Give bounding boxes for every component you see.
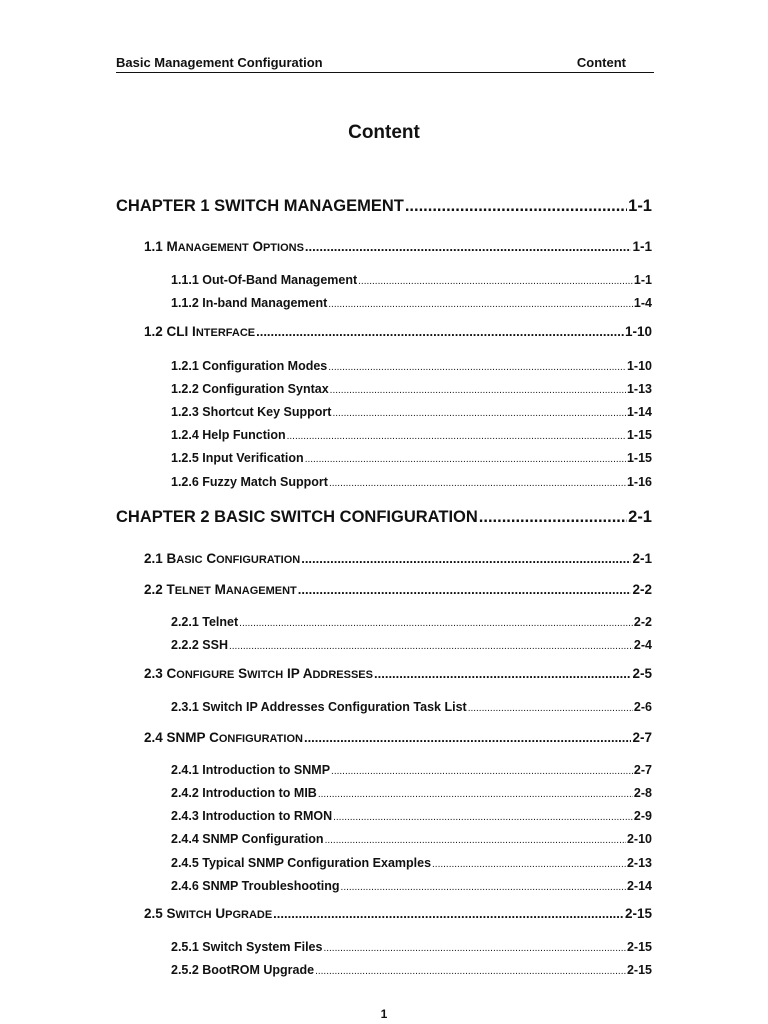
dot-leader (405, 197, 627, 216)
toc-entry-label: 2.2.2 SSH (171, 638, 228, 652)
toc-page-number: 2-5 (632, 666, 652, 681)
toc-entry-label: 1.1.2 In-band Management (171, 296, 328, 310)
toc-entry-label: CHAPTER 2 BASIC SWITCH CONFIGURATION (116, 508, 478, 526)
running-header-title: Basic Management Configuration (116, 55, 323, 70)
toc-entry-label: 2.4.6 SNMP Troubleshooting (171, 879, 340, 893)
page-number: 1 (380, 1007, 388, 1021)
dot-leader (358, 276, 633, 287)
toc-page-number: 2-7 (632, 730, 652, 745)
toc-entry-sub[interactable] (171, 809, 652, 823)
dot-leader (304, 730, 632, 745)
page-title: Content (348, 122, 420, 143)
toc-entry-label: 1.2.2 Configuration Syntax (171, 382, 329, 396)
toc-page-number: 1-1 (632, 239, 652, 254)
toc-entry-label: 1.1 MANAGEMENT OPTIONS (144, 239, 304, 254)
toc-page-number: 1-1 (628, 197, 652, 215)
toc-page-number: 2-1 (632, 551, 652, 566)
toc-entry-sub[interactable] (171, 475, 652, 489)
toc-entry-label: 2.4.4 SNMP Configuration (171, 832, 324, 846)
toc-entry-section[interactable] (144, 666, 652, 681)
dot-leader (331, 766, 633, 777)
toc-page-number: 1-10 (624, 324, 652, 339)
dot-leader (318, 789, 633, 800)
toc-entry-section[interactable] (144, 906, 652, 921)
toc-entry-label: 2.2.1 Telnet (171, 615, 239, 629)
toc-entry-label: 1.2.4 Help Function (171, 428, 286, 442)
toc-page-number: 1-16 (626, 475, 652, 489)
dot-leader (333, 812, 633, 823)
toc-page-number: 1-4 (633, 296, 652, 310)
toc-entry-label: 1.2.3 Shortcut Key Support (171, 405, 332, 419)
dot-leader (305, 454, 626, 465)
dot-leader (287, 431, 626, 442)
toc-page-number: 2-6 (633, 700, 652, 714)
toc-page-number: 2-2 (632, 582, 652, 597)
toc-entry-section[interactable] (144, 730, 652, 745)
dot-leader (229, 641, 633, 652)
toc-entry-sub[interactable] (171, 879, 652, 893)
dot-leader (432, 859, 626, 870)
toc-page-number: 1-10 (626, 359, 652, 373)
toc-entry-chapter[interactable] (116, 508, 652, 527)
toc-entry-label: 1.2.1 Configuration Modes (171, 359, 328, 373)
toc-page-number: 2-15 (624, 906, 652, 921)
dot-leader (468, 703, 633, 714)
toc-entry-label: 2.4.5 Typical SNMP Configuration Examples (171, 856, 432, 870)
dot-leader (315, 966, 626, 977)
toc-entry-label: 1.2.6 Fuzzy Match Support (171, 475, 328, 489)
toc-entry-section[interactable] (144, 582, 652, 597)
dot-leader (325, 835, 626, 846)
dot-leader (328, 299, 633, 310)
toc-entry-label: 2.1 BASIC CONFIGURATION (144, 551, 301, 566)
toc-entry-section[interactable] (144, 324, 652, 339)
toc-entry-sub[interactable] (171, 940, 652, 954)
toc-entry-label: CHAPTER 1 SWITCH MANAGEMENT (116, 197, 404, 215)
toc-entry-sub[interactable] (171, 638, 652, 652)
dot-leader (323, 943, 626, 954)
toc-entry-sub[interactable] (171, 832, 652, 846)
toc-entry-label: 2.5 SWITCH UPGRADE (144, 906, 273, 921)
dot-leader (273, 906, 624, 921)
dot-leader (329, 478, 626, 489)
toc-page-number: 2-14 (626, 879, 652, 893)
toc-entry-label: 2.5.1 Switch System Files (171, 940, 323, 954)
toc-entry-label: 1.1.1 Out-Of-Band Management (171, 273, 358, 287)
toc-page-number: 2-8 (633, 786, 652, 800)
toc-page-number: 2-15 (626, 940, 652, 954)
dot-leader (479, 508, 627, 527)
toc-entry-sub[interactable] (171, 963, 652, 977)
dot-leader (341, 882, 626, 893)
toc-entry-sub[interactable] (171, 786, 652, 800)
toc-entry-label: 2.2 TELNET MANAGEMENT (144, 582, 297, 597)
toc-entry-sub[interactable] (171, 428, 652, 442)
toc-entry-sub[interactable] (171, 296, 652, 310)
dot-leader (239, 618, 633, 629)
toc-entry-sub[interactable] (171, 856, 652, 870)
dot-leader (256, 324, 624, 339)
toc-entry-sub[interactable] (171, 615, 652, 629)
toc-page-number: 1-14 (626, 405, 652, 419)
toc-entry-sub[interactable] (171, 763, 652, 777)
toc-entry-sub[interactable] (171, 700, 652, 714)
toc-entry-label: 2.4.1 Introduction to SNMP (171, 763, 331, 777)
toc-page-number: 2-9 (633, 809, 652, 823)
dot-leader (330, 385, 626, 396)
toc-entry-section[interactable] (144, 239, 652, 254)
toc-entry-sub[interactable] (171, 359, 652, 373)
toc-page-number: 1-15 (626, 451, 652, 465)
dot-leader (332, 408, 626, 419)
toc-entry-label: 2.3.1 Switch IP Addresses Configuration Task List (171, 700, 467, 714)
dot-leader (328, 362, 626, 373)
toc-page-number: 2-2 (633, 615, 652, 629)
toc-entry-sub[interactable] (171, 451, 652, 465)
dot-leader (301, 551, 631, 566)
toc-entry-label: 2.4 SNMP CONFIGURATION (144, 730, 303, 745)
toc-entry-label: 2.4.2 Introduction to MIB (171, 786, 317, 800)
toc-page-number: 2-13 (626, 856, 652, 870)
toc-entry-sub[interactable] (171, 382, 652, 396)
toc-entry-label: 2.4.3 Introduction to RMON (171, 809, 333, 823)
toc-entry-chapter[interactable] (116, 197, 652, 216)
toc-page-number: 1-13 (626, 382, 652, 396)
toc-entry-label: 1.2.5 Input Verification (171, 451, 304, 465)
dot-leader (305, 239, 632, 254)
dot-leader (298, 582, 632, 597)
toc-entry-sub[interactable] (171, 405, 652, 419)
toc-page-number: 2-10 (626, 832, 652, 846)
toc-page-number: 2-7 (633, 763, 652, 777)
running-header-section: Content (576, 55, 626, 70)
toc-entry-section[interactable] (144, 551, 652, 566)
toc-entry-label: 2.5.2 BootROM Upgrade (171, 963, 315, 977)
toc-page-number: 1-15 (626, 428, 652, 442)
toc-page-number: 2-15 (626, 963, 652, 977)
toc-entry-label: 1.2 CLI INTERFACE (144, 324, 256, 339)
dot-leader (374, 666, 631, 681)
toc-page-number: 1-1 (633, 273, 652, 287)
toc-entry-sub[interactable] (171, 273, 652, 287)
toc-page-number: 2-1 (628, 508, 652, 526)
toc-entry-label: 2.3 CONFIGURE SWITCH IP ADDRESSES (144, 666, 373, 681)
toc-page-number: 2-4 (633, 638, 652, 652)
